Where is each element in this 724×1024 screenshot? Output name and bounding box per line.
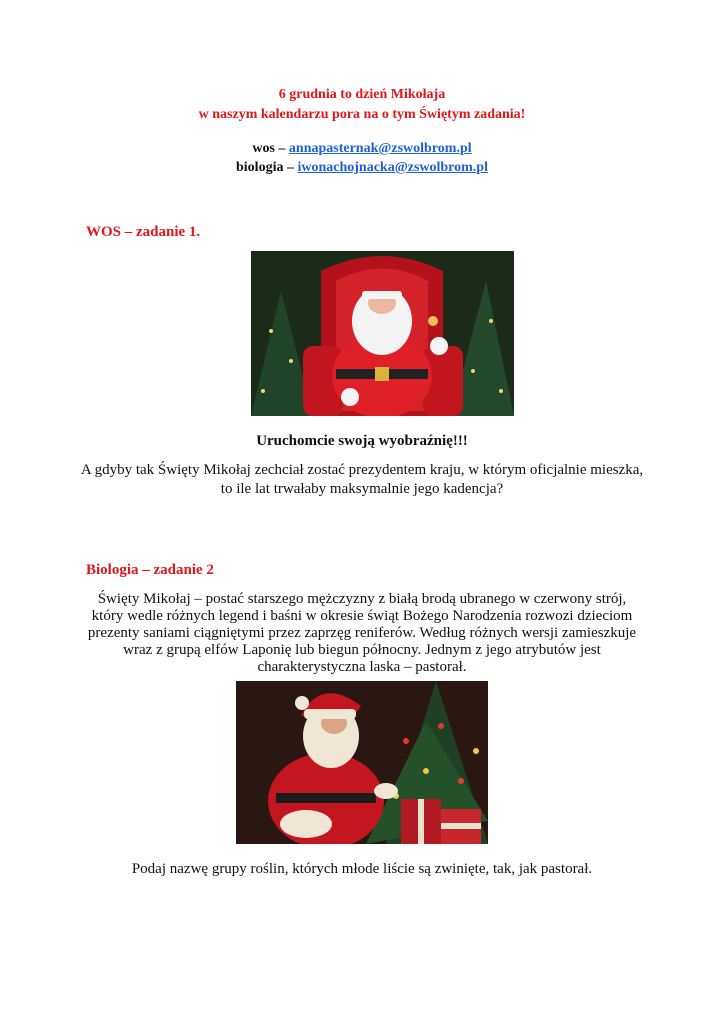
contact-wos — [0, 140, 724, 158]
bio-text-line-1: Święty Mikołaj – postać starszego mężczyzny z białą brodą ubranego w czerwony strój, — [97, 591, 627, 607]
bio-text-line-3: prezenty saniami ciągniętymi przez zaprzęg reniferów. Według różnych wersji zamieszkuje — [87, 625, 637, 641]
bio-text-line-4: wraz z grupą elfów Laponię lub biegun północny. Jednym z jego atrybutów jest — [123, 642, 601, 658]
wos-email-link[interactable]: annapasternak@zswolbrom.pl — [288, 141, 472, 156]
bio-text-line-2: który wedle różnych legend i baśni w okresie świąt Bożego Narodzenia rozwozi dzieciom — [91, 608, 633, 624]
contact-bio-label: biologia – — [236, 160, 294, 175]
santa-gifts-photo — [236, 681, 488, 844]
santa-throne-photo — [251, 251, 514, 416]
bio-heading: Biologia – zadanie 2 — [86, 562, 214, 578]
bio-question: Podaj nazwę grupy roślin, których młode liście są zwinięte, tak, jak pastorał. — [131, 861, 593, 877]
bio-email-link[interactable]: iwonachojnacka@zswolbrom.pl — [297, 160, 488, 175]
wos-question-line-2: to ile lat trwałaby maksymalnie jego kadencja? — [220, 481, 504, 497]
title-line-2: w naszym kalendarzu pora na o tym Świętym zadania! — [198, 107, 526, 122]
title-line-1: 6 grudnia to dzień Mikołaja — [278, 87, 446, 102]
wos-heading: WOS – zadanie 1. — [86, 224, 201, 240]
contact-wos-label: wos – — [252, 141, 286, 156]
wos-tagline: Uruchomcie swoją wyobraźnię!!! — [256, 433, 468, 449]
bio-text-line-5: charakterystyczna laska – pastorał. — [257, 659, 467, 675]
contact-bio — [0, 159, 724, 177]
wos-question-line-1: A gdyby tak Święty Mikołaj zechciał zostać prezydentem kraju, w którym oficjalnie mieszka, — [80, 462, 644, 478]
